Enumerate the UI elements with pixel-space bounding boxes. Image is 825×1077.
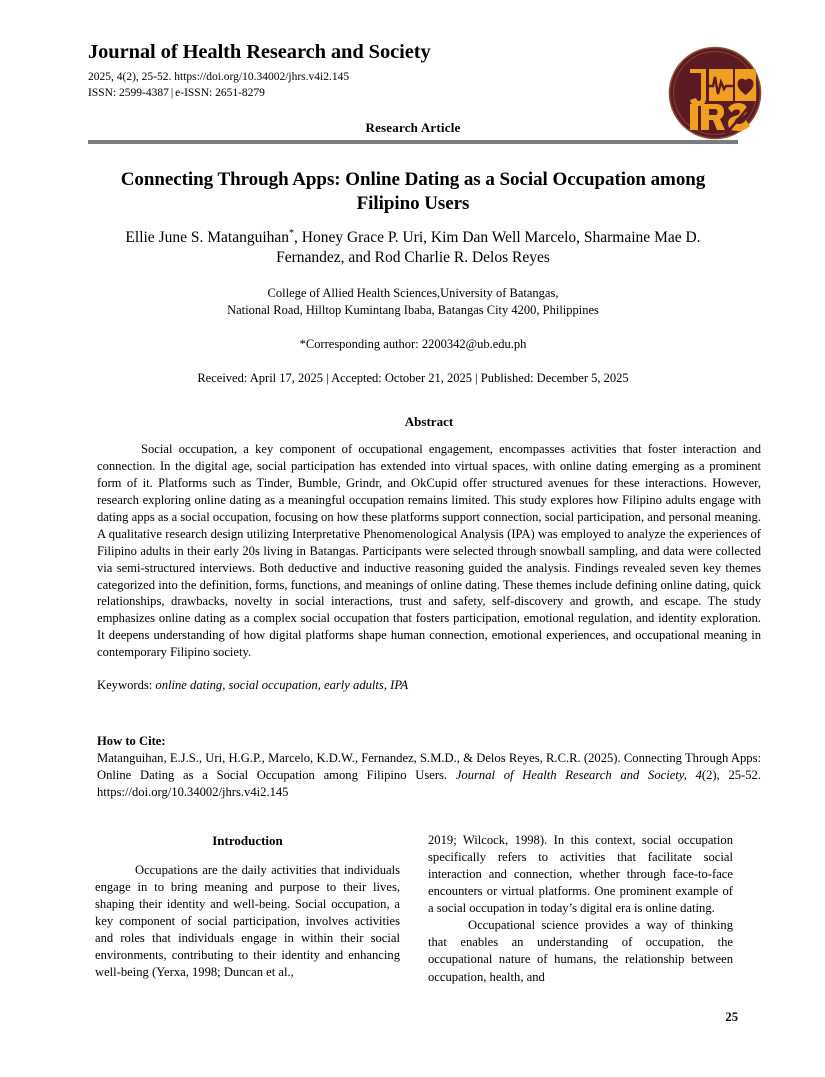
journal-issue-line: 2025, 4(2), 25-52. https://doi.org/10.34002/jhrs.v4i2.145 <box>88 70 350 83</box>
corresponding-author-email: *Corresponding author: 2200342@ub.edu.ph <box>299 336 527 351</box>
title-block <box>88 168 738 386</box>
affiliation-line-2: National Road, Hilltop Kumintang Ibaba, Batangas City 4200, Philippines <box>227 302 599 317</box>
article-type-label: Research Article <box>365 120 461 135</box>
authors-list <box>88 228 738 269</box>
affiliation-line-1: College of Allied Health Sciences,University of Batangas, <box>267 285 559 300</box>
jhrs-journal-logo <box>668 46 762 140</box>
authors-line2: Mae D. Fernandez, and Rod Charlie R. Delos Reyes <box>276 228 701 267</box>
author-first: Ellie June S. Matanguihan <box>125 228 290 246</box>
journal-metadata <box>88 69 738 102</box>
introduction-paragraph-1: Occupations are the daily activities that individuals engage in to bring meaning and purpose to their lives, shaping their identity and well-being. Social occupation, a key component of social participation, involves activities and roles that individuals engage in within their social environments, contributing to their identity and enhancing well-being (Yerxa, 1998; Duncan et al., <box>95 862 400 979</box>
journal-masthead <box>88 40 738 135</box>
page-number: 25 <box>725 1010 738 1024</box>
article-body-columns <box>95 832 733 1002</box>
logo-letter-i <box>690 104 698 130</box>
abstract-text: Social occupation, a key component of occupational engagement, encompasses activities that foster interaction and connection. In the digital age, social participation has extended into virtual spaces, with online dating emerging as a prominent form of it. Platforms such as Tinder, Bumble, Grindr, and OkCupid offer structured avenues for these interactions. However, research exploring online dating as a meaningful occupation remains limited. This study explores how Filipino adults engage with dating apps as a social occupation, focusing on how these platforms support connection, social participation, and personal meaning. A qualitative research design utilizing Interpretative Phenomenological Analysis (IPA) was employed to analyze the experiences of Filipino adults in their early 20s living in Batangas. Participants were selected through snowball sampling, and data were collected via semi-structured interviews. Both deductive and inductive reasoning guided the analysis. Findings revealed seven key themes categorized into the definition, forms, functions, and meanings of online dating. These themes include defining online dating, quick relationships, drawbacks, novelty in social interactions, trust and safety, self-discovery and growth, and escape. The study emphasizes online dating as a complex social occupation that fosters participation, emotional regulation, and identity exploration. It deepens understanding of how digital platforms shape human connection, emotional experiences, and occupational meaning in contemporary Filipino society. <box>97 442 761 660</box>
issn-separator: | <box>170 86 174 99</box>
jhrs-logo-svg <box>668 46 762 140</box>
journal-issn-line <box>88 85 738 101</box>
introduction-paragraph-2: Occupational science provides a way of thinking that enables an understanding of occupation, the occupational nature of humans, the relationship between occupation, health, and <box>428 918 733 984</box>
body-column-right <box>428 832 733 1002</box>
body-column-left <box>95 832 400 1002</box>
citation-part-1: Matanguihan, E.J.S., Uri, H.G.P., Marcelo, K.D.W., Fernandez, S.M.D., & Delos Reyes, R.C.R. (2025). Connecting Through Apps: Online Dating as a Social Occupation among Filipino Users. <box>97 750 761 782</box>
introduction-paragraph-1-continued: 2019; Wilcock, 1998). In this context, social occupation specifically refers to activities that facilitate social interaction and connection, whether through face-to-face encounters or virtual platforms. One prominent example of a social occupation in today’s digital era is online dating. <box>428 833 733 916</box>
eissn-label: e-ISSN: 2651-8279 <box>175 86 265 99</box>
abstract-heading: Abstract <box>404 414 454 429</box>
issn-label: ISSN: 2599-4387 <box>88 86 169 99</box>
how-to-cite-section <box>97 733 761 801</box>
how-to-cite-label: How to Cite: <box>97 734 166 748</box>
abstract-section <box>97 414 761 694</box>
keywords-value: online dating, social occupation, early adults, IPA <box>155 678 409 693</box>
citation-journal-name: Journal of Health Research and Society, 4 <box>455 767 702 782</box>
corresponding-author-marker: * <box>289 227 295 239</box>
citation-part-2: (2), 25-52. https://doi.org/10.34002/jhrs.v4i2.145 <box>97 767 761 799</box>
author-affiliation <box>88 285 738 319</box>
how-to-cite-citation <box>97 750 761 801</box>
journal-title: Journal of Health Research and Society <box>88 41 431 63</box>
introduction-heading: Introduction <box>212 833 283 848</box>
authors-rest-line1: , Honey Grace P. Uri, Kim Dan Well Marcelo, Sharmaine <box>294 228 651 246</box>
keywords-line <box>97 677 761 694</box>
page-title: Connecting Through Apps: Online Dating as a Social Occupation among Filipino Users <box>120 169 706 215</box>
keywords-label: Keywords: <box>97 678 153 693</box>
publication-dates: Received: April 17, 2025 | Accepted: October 21, 2025 | Published: December 5, 2025 <box>197 370 629 385</box>
header-separator-rule <box>88 140 738 144</box>
